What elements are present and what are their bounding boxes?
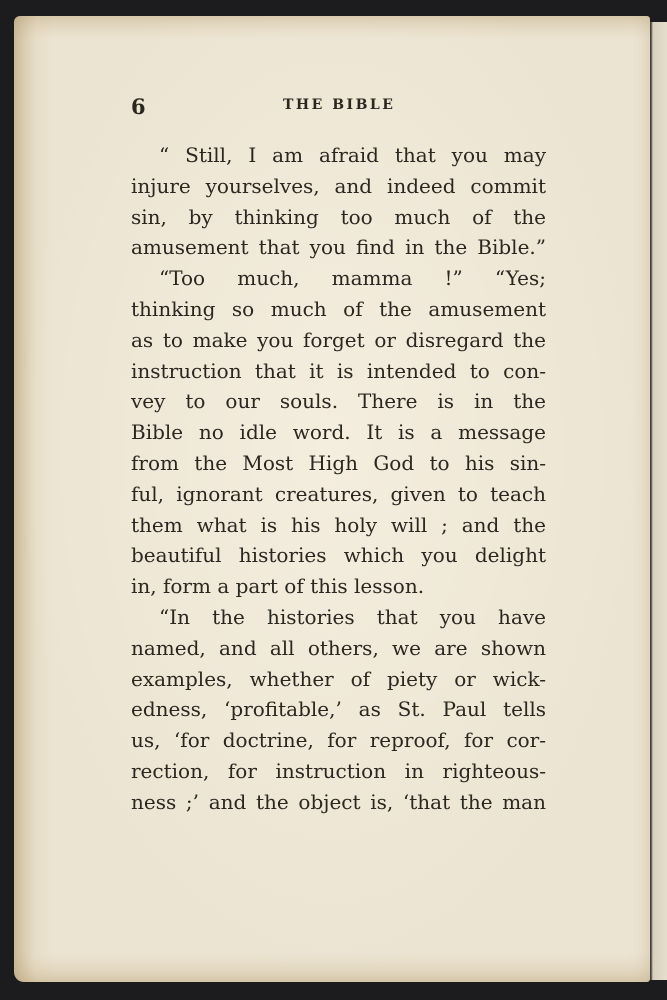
body-text xyxy=(131,140,546,818)
text-line: ness ;’ and the object is, ‘that the man xyxy=(131,789,546,814)
text-line: as to make you forget or disregard the xyxy=(131,327,546,352)
text-line: Bible no idle word. It is a message xyxy=(131,420,546,445)
text-line: examples, whether of piety or wick- xyxy=(131,666,546,691)
text-line: “In the histories that you have xyxy=(159,604,546,629)
text-line: named, and all others, we are shown xyxy=(131,635,546,660)
text-line: “ Still, I am afraid that you may xyxy=(159,143,546,167)
text-line: thinking so much of the amusement xyxy=(131,296,546,321)
text-line: amusement that you find in the Bible.” xyxy=(131,235,546,260)
text-line: vey to our souls. There is in the xyxy=(131,389,546,414)
page-number: 6 xyxy=(131,94,146,119)
text-line: “Too much, mamma !” “Yes; xyxy=(159,266,546,291)
text-line: in, form a part of this lesson. xyxy=(131,574,425,599)
text-line: instruction that it is intended to con- xyxy=(131,358,546,383)
page-edge-right xyxy=(648,22,667,980)
text-line: rection, for instruction in righteous- xyxy=(131,758,546,783)
text-line: edness, ‘profitable,’ as St. Paul tells xyxy=(131,697,546,722)
text-line: injure yourselves, and indeed commit xyxy=(131,173,546,198)
text-line: from the Most High God to his sin- xyxy=(131,450,546,475)
text-line: beautiful histories which you delight xyxy=(131,543,546,568)
text-line: us, ‘for doctrine, for reproof, for cor- xyxy=(131,728,546,753)
text-line: them what is his holy will ; and the xyxy=(131,512,546,537)
running-title: THE BIBLE xyxy=(283,97,396,113)
text-line: sin, by thinking too much of the xyxy=(131,204,546,229)
text-line: ful, ignorant creatures, given to teach xyxy=(131,481,546,506)
